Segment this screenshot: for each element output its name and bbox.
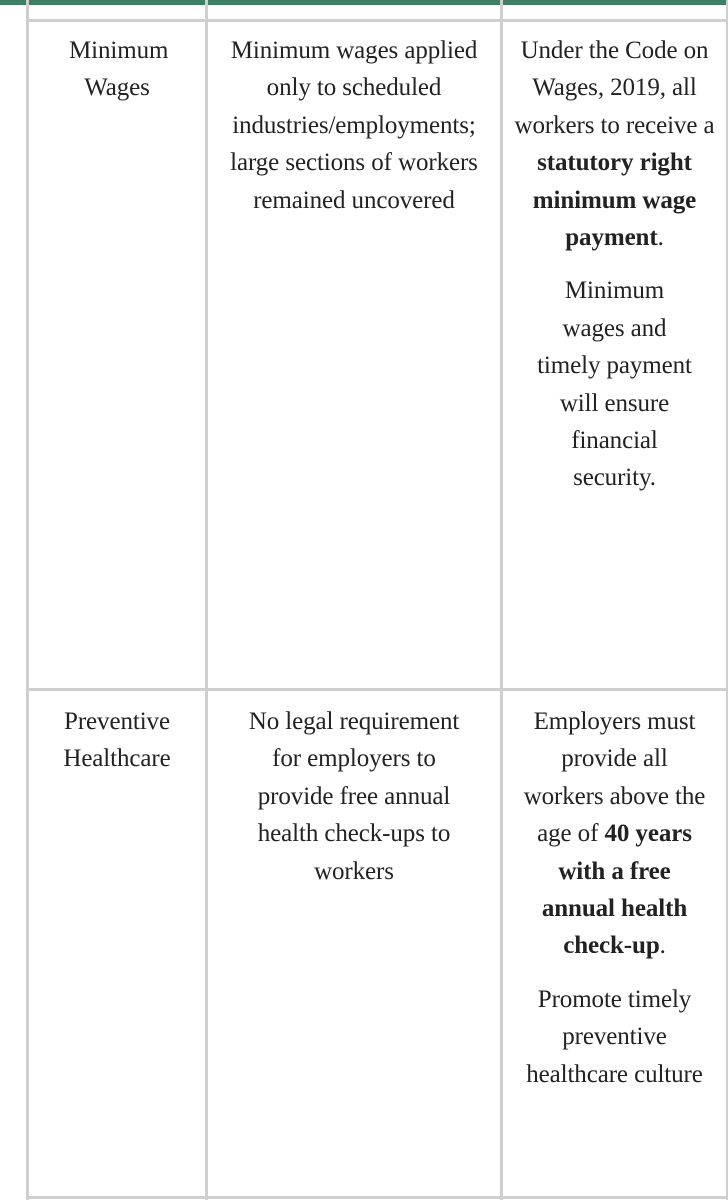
table-border-bottom	[26, 1196, 728, 1199]
after-text-bold: statutory right minimum wage payment	[532, 149, 697, 252]
top-accent-bar	[0, 0, 728, 5]
after-cell	[503, 703, 726, 1193]
after-text-1: Under the Code on Wages, 2019, all workers to receive a statutory right minimum wage payment.	[514, 37, 715, 252]
before-text: Minimum wages applied only to scheduled industries/employments; large sections of workers remained uncovered	[230, 37, 478, 214]
after-text-1: Employers must provide all workers above the age of 40 years with a free annual health check-up.	[523, 708, 706, 960]
table-border-top	[26, 19, 728, 22]
after-text-2: Promote timely preventive healthcare culture	[526, 985, 703, 1088]
row-divider	[26, 688, 728, 691]
table-row	[29, 703, 205, 1193]
after-text-2: Minimum wages and timely payment will ensure financial security.	[537, 277, 692, 492]
after-cell	[503, 32, 726, 682]
after-text-bold: 40 years with a free annual health check-up	[541, 820, 692, 960]
before-text: No legal requirement for employers to provide free annual health check-ups to workers	[248, 708, 460, 885]
table-row	[29, 32, 205, 682]
before-cell	[208, 703, 500, 1193]
topic-cell: Minimum Wages	[69, 37, 169, 102]
topic-cell: Preventive Healthcare	[63, 708, 171, 773]
before-cell	[208, 32, 500, 682]
